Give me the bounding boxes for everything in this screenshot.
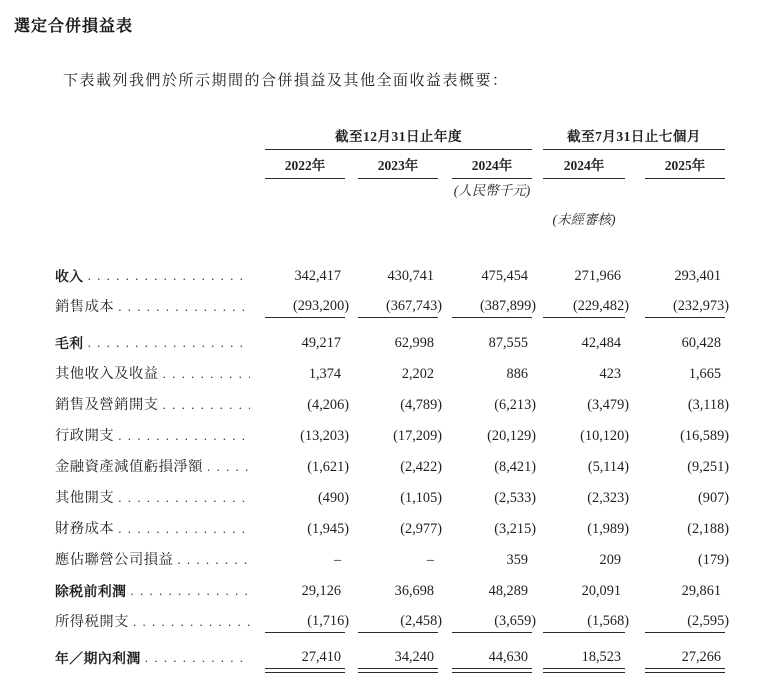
cell-value: (20,129) <box>487 428 536 444</box>
year-header-row <box>55 150 727 179</box>
intro-paragraph: 下表載列我們於所示期間的合併損益及其他全面收益表概要： <box>63 73 509 89</box>
currency-note-row <box>55 179 727 206</box>
cell-value: (6,213) <box>494 397 536 413</box>
row-label: 所得税開支 <box>55 614 129 630</box>
leader-dots <box>129 614 250 633</box>
table-row-admin-expenses <box>55 416 727 447</box>
cell-value: 886 <box>506 366 528 382</box>
table-row-profit-for-period <box>55 638 727 669</box>
leader-dots <box>203 459 250 478</box>
leader-dots <box>159 397 250 416</box>
col-header-2022: 2022年 <box>265 154 345 179</box>
row-label: 除税前利潤 <box>55 584 127 600</box>
cell-value: (8,421) <box>494 459 536 475</box>
table-row-income-tax <box>55 602 727 633</box>
cell-value: 29,126 <box>301 583 341 599</box>
cell-value: 430,741 <box>387 268 434 284</box>
cell-value: (5,114) <box>587 459 629 475</box>
table-row-selling-expenses <box>55 385 727 416</box>
cell-value: 423 <box>599 366 621 382</box>
cell-value: (1,716) <box>307 613 349 629</box>
header-body-gap <box>55 233 727 256</box>
column-group-header-row <box>55 128 727 150</box>
col-header-2025: 2025年 <box>645 154 725 179</box>
col-header-2023: 2023年 <box>358 154 438 179</box>
cell-value: 18,523 <box>581 649 621 665</box>
table-row-impairment-losses <box>55 447 727 478</box>
row-label: 收入 <box>55 269 84 285</box>
leader-dots <box>84 268 250 287</box>
cell-value: 44,630 <box>488 649 528 665</box>
table-row-share-of-associates <box>55 540 727 571</box>
cell-value: (3,479) <box>587 397 629 413</box>
row-label: 毛利 <box>55 336 84 352</box>
leader-dots <box>114 521 250 540</box>
cell-value: (17,209) <box>393 428 442 444</box>
group-header-seven-months: 截至7月31日止七個月 <box>543 125 725 150</box>
cell-value: (1,105) <box>400 490 442 506</box>
table-row-other-income <box>55 354 727 385</box>
cell-value: – <box>333 552 341 568</box>
col-header-2024: 2024年 <box>452 154 532 179</box>
cell-value: (9,251) <box>687 459 729 475</box>
cell-value: 475,454 <box>481 268 528 284</box>
cell-value: (232,973) <box>673 298 729 314</box>
cell-value: 27,266 <box>681 649 721 665</box>
cell-value: (4,789) <box>400 397 442 413</box>
cell-value: (3,215) <box>494 521 536 537</box>
row-label: 金融資產減值虧損淨額 <box>55 459 203 475</box>
table-row-finance-costs <box>55 509 727 540</box>
leader-dots <box>114 428 250 447</box>
cell-value: (907) <box>698 490 729 506</box>
cell-value: 27,410 <box>301 649 341 665</box>
cell-value: 2,202 <box>401 366 434 382</box>
table-row-profit-before-tax <box>55 571 727 602</box>
table-row-other-expenses <box>55 478 727 509</box>
cell-value: (2,422) <box>400 459 442 475</box>
cell-value: (387,899) <box>480 298 536 314</box>
cell-value: (2,458) <box>400 613 442 629</box>
leader-dots <box>114 299 250 318</box>
cell-value: (1,945) <box>307 521 349 537</box>
row-label: 銷售成本 <box>55 299 115 315</box>
cell-value: (2,595) <box>687 613 729 629</box>
cell-value: (367,743) <box>386 298 442 314</box>
cell-value: (179) <box>698 552 729 568</box>
cell-value: (1,621) <box>307 459 349 475</box>
cell-value: (1,568) <box>587 613 629 629</box>
cell-value: (229,482) <box>573 298 629 314</box>
income-statement-table <box>55 128 727 669</box>
cell-value: 342,417 <box>294 268 341 284</box>
cell-value: (2,323) <box>587 490 629 506</box>
cell-value: (10,120) <box>580 428 629 444</box>
col-header-2024-7m: 2024年 <box>543 154 625 179</box>
cell-value: 20,091 <box>581 583 621 599</box>
cell-value: 62,998 <box>394 335 434 351</box>
cell-value: (16,589) <box>680 428 729 444</box>
cell-value: (3,118) <box>687 397 729 413</box>
page-title: 選定合併損益表 <box>14 16 134 35</box>
table-row-cost-of-sales <box>55 287 727 318</box>
cell-value: 209 <box>599 552 621 568</box>
cell-value: 293,401 <box>674 268 721 284</box>
cell-value: 271,966 <box>574 268 621 284</box>
leader-dots <box>114 490 250 509</box>
group-header-annual: 截至12月31日止年度 <box>265 125 532 150</box>
unaudited-note: (未經審核) <box>552 212 616 227</box>
cell-value: 42,484 <box>581 335 621 351</box>
cell-value: 49,217 <box>301 335 341 351</box>
cell-value: 1,374 <box>308 366 341 382</box>
cell-value: (293,200) <box>293 298 349 314</box>
cell-value: 60,428 <box>681 335 721 351</box>
cell-value: (2,533) <box>494 490 536 506</box>
cell-value: (490) <box>318 490 349 506</box>
row-label: 財務成本 <box>55 521 115 537</box>
leader-dots <box>173 552 250 571</box>
leader-dots <box>141 650 250 669</box>
cell-value: – <box>426 552 434 568</box>
leader-dots <box>84 335 250 354</box>
document-page <box>0 13 770 684</box>
cell-value: (13,203) <box>300 428 349 444</box>
cell-value: 29,861 <box>681 583 721 599</box>
leader-dots <box>159 366 250 385</box>
row-label: 其他開支 <box>55 490 115 506</box>
row-label: 銷售及營銷開支 <box>55 397 159 413</box>
cell-value: (4,206) <box>307 397 349 413</box>
cell-value: 87,555 <box>488 335 528 351</box>
row-label: 行政開支 <box>55 428 115 444</box>
cell-value: 48,289 <box>488 583 528 599</box>
cell-value: (2,977) <box>400 521 442 537</box>
row-label: 其他收入及收益 <box>55 366 159 382</box>
leader-dots <box>126 583 250 602</box>
cell-value: (1,989) <box>587 521 629 537</box>
row-label: 年／期內利潤 <box>55 651 141 667</box>
unaudited-note-row <box>55 206 727 233</box>
cell-value: 1,665 <box>688 366 721 382</box>
cell-value: 36,698 <box>394 583 434 599</box>
row-label: 應佔聯營公司損益 <box>55 552 174 568</box>
cell-value: (3,659) <box>494 613 536 629</box>
table-row-revenue <box>55 256 727 287</box>
cell-value: 34,240 <box>394 649 434 665</box>
cell-value: (2,188) <box>687 521 729 537</box>
cell-value: 359 <box>506 552 528 568</box>
currency-note: (人民幣千元) <box>453 183 531 198</box>
table-row-gross-profit <box>55 323 727 354</box>
